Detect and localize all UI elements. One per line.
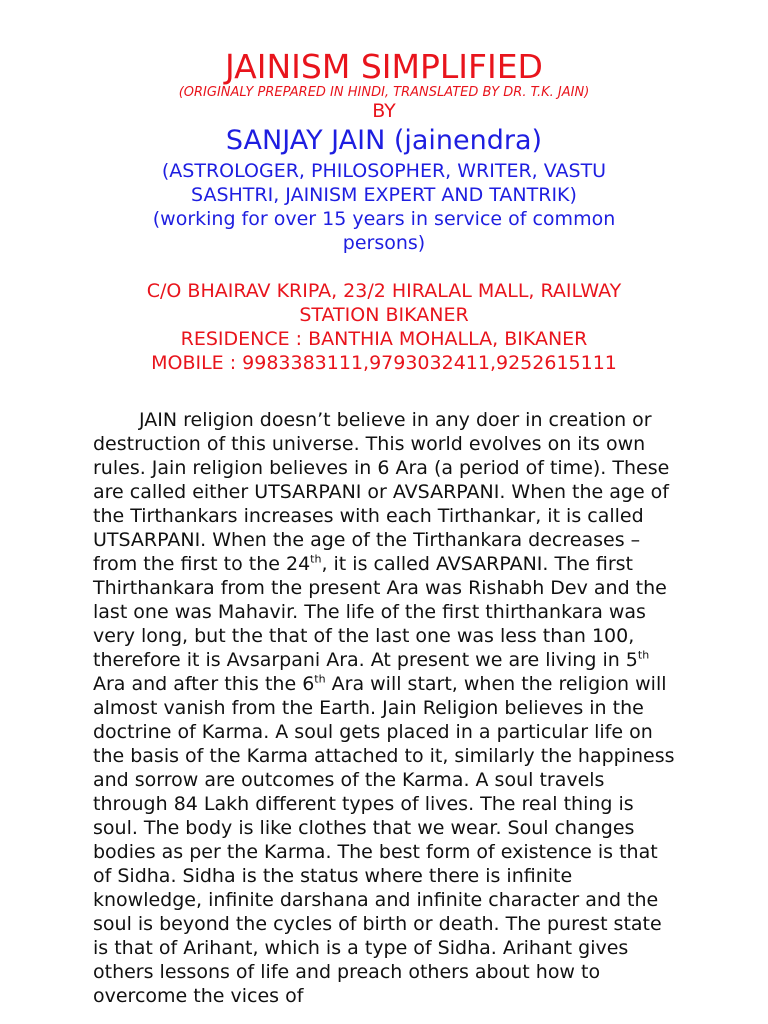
document-subtitle: (ORIGINALY PREPARED IN HINDI, TRANSLATED BY DR. T.K. JAIN) [178,85,590,100]
ordinal-suffix: th [314,672,326,686]
by-line: BY [372,100,396,122]
body-text-part-2: , it is called AVSARPANI. The first Thirthankara from the present Ara was Rishabh Dev and the last one was Mahavir. The life of the first thirthankara was very long, but the that of the last one was less than 100, therefore it is Avsarpani Ara. At present we are living in 5 [93,553,667,671]
ordinal-suffix: th [637,648,650,662]
author-name: SANJAY JAIN (jainendra) [225,125,543,156]
body-text-part-4: Ara will start, when the religion will almost vanish from the Earth. Jain Religion believes in the doctrine of Karma. A soul gets placed in a particular life on the basis of the Karma attached to it, similarly the happiness and sorrow are outcomes of the Karma. A soul travels through 84 Lakh different types of lives. The real thing is soul. The body is like clothes that we wear. Soul changes bodies as per the Karma. The best form of existence is that of Sidha. Sidha is the status where there is infinite knowledge, infinite darshana and infinite character and the soul is beyond the cycles of birth or death. The purest state is that of Arihant, which is a type of Sidha. Arihant gives others lessons of life and preach others about how to overcome the vices of [93,673,675,1007]
body-paragraph [93,408,679,1008]
body-text [93,408,679,1008]
contact-residence: RESIDENCE : BANTHIA MOHALLA, BIKANER [180,328,588,350]
contact-address: C/O BHAIRAV KRIPA, 23/2 HIRALAL MALL, RAILWAY STATION BIKANER [146,280,622,326]
body-text-part-1: JAIN religion doesn’t believe in any doer in creation or destruction of this universe. This world evolves on its own rules. Jain religion believes in 6 Ara (a period of time). These are called either UTSARPANI or AVSARPANI. When the age of the Tirthankars increases with each Tirthankar, it is called UTSARPANI. When the age of the Tirthankara decreases – from the first to the 24 [93,409,670,575]
body-text-part-3: Ara and after this the 6 [93,673,315,695]
contact-mobile: MOBILE : 9983383111,9793032411,9252615111 [151,352,617,374]
author-experience: (working for over 15 years in service of common persons) [152,208,616,254]
ordinal-suffix: th [310,552,322,566]
document-title: JAINISM SIMPLIFIED [225,47,543,86]
author-credentials: (ASTROLOGER, PHILOSOPHER, WRITER, VASTU SASHTRI, JAINISM EXPERT AND TANTRIK) [161,160,607,206]
